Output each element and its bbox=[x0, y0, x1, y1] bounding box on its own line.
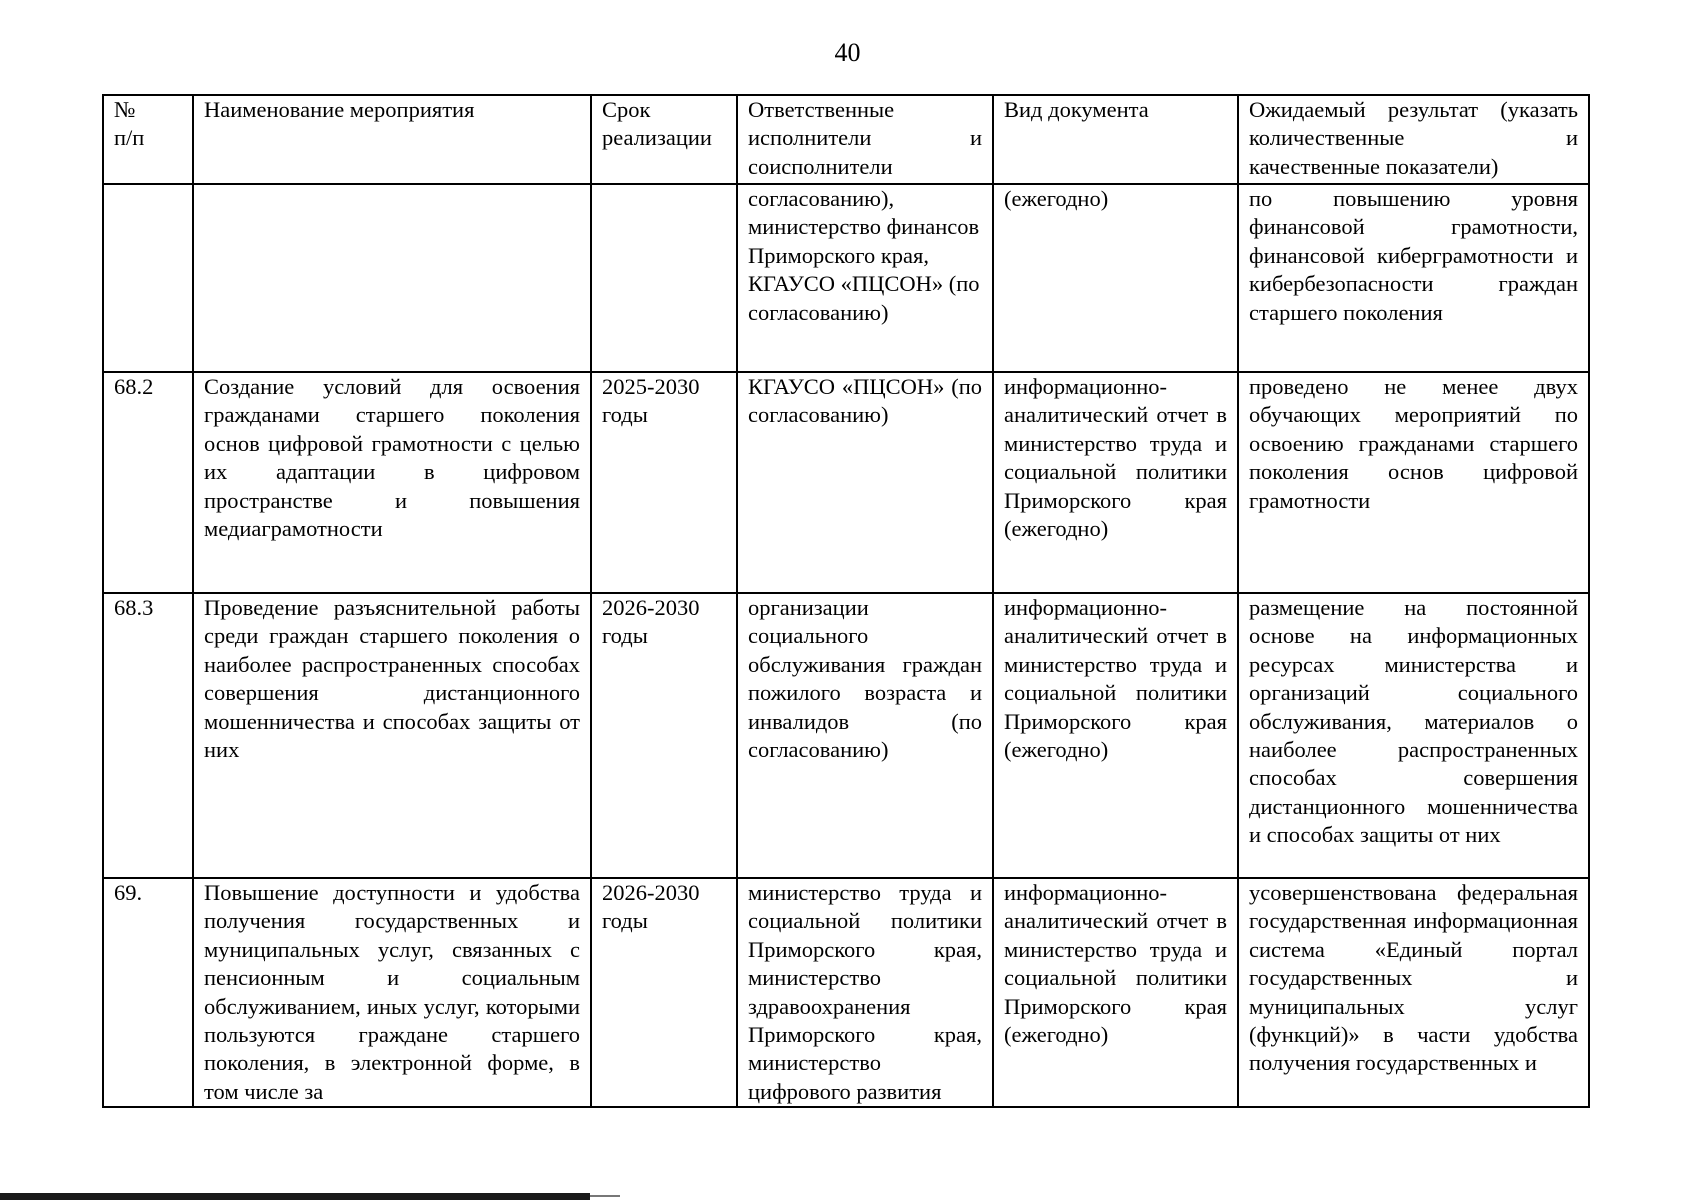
measures-table bbox=[102, 94, 1590, 1108]
row-num-cell: 69. bbox=[103, 878, 193, 1107]
row-term-line1: 2026-2030 bbox=[602, 880, 700, 905]
header-result-line1: Ожидаемый результат (указать bbox=[1249, 97, 1578, 122]
row-responsible-cell: КГАУСО «ПЦСОН» (по согласованию) bbox=[737, 372, 993, 593]
header-term-line1: Срок bbox=[602, 97, 651, 122]
row-responsible-cell: министерство труда и социальной политики Приморского края, министерство здравоохранения Приморского края, министерство цифрового развития bbox=[737, 878, 993, 1107]
row-responsible-cell: организации социального обслуживания граждан пожилого возраста и инвалидов (по согласованию) bbox=[737, 593, 993, 878]
row-num-cell: 68.3 bbox=[103, 593, 193, 878]
row-document-cell: информационно-аналитический отчет в министерство труда и социальной политики Приморского края (ежегодно) bbox=[993, 372, 1238, 593]
row-name-cell: Проведение разъяснительной работы среди граждан старшего поколения о наиболее распространенных способах совершения дистанционного мошенничества и способах защиты от них bbox=[193, 593, 591, 878]
row-name-cell bbox=[193, 184, 591, 372]
row-num-cell: 68.2 bbox=[103, 372, 193, 593]
row-term-cell bbox=[591, 184, 737, 372]
row-term-line1: 2026-2030 bbox=[602, 595, 700, 620]
row-document-cell: информационно-аналитический отчет в министерство труда и социальной политики Приморского края (ежегодно) bbox=[993, 878, 1238, 1107]
row-term-cell bbox=[591, 372, 737, 593]
header-name-text: Наименование мероприятия bbox=[204, 97, 475, 122]
table-row bbox=[103, 878, 1589, 1107]
row-responsible-cell: согласованию), министерство финансов Приморского края, КГАУСО «ПЦСОН» (по согласованию) bbox=[737, 184, 993, 372]
header-document-text: Вид документа bbox=[1004, 97, 1149, 122]
header-result bbox=[1238, 95, 1589, 184]
row-term-cell bbox=[591, 593, 737, 878]
row-document-cell: (ежегодно) bbox=[993, 184, 1238, 372]
row-term-line1: 2025-2030 bbox=[602, 374, 700, 399]
header-term bbox=[591, 95, 737, 184]
row-document-cell: информационно-аналитический отчет в министерство труда и социальной политики Приморского края (ежегодно) bbox=[993, 593, 1238, 878]
row-result-cell: по повышению уровня финансовой грамотности, финансовой киберграмотности и кибербезопасности граждан старшего поколения bbox=[1238, 184, 1589, 372]
table-header-row bbox=[103, 95, 1589, 184]
header-responsible-line1: Ответственные bbox=[748, 97, 895, 122]
row-name-cell: Повышение доступности и удобства получения государственных и муниципальных услуг, связанных с пенсионным и социальным обслуживанием, иных услуг, которыми пользуются граждане старшего поколения, в электронной форме, в том числе за bbox=[193, 878, 591, 1107]
row-term-line2: годы bbox=[602, 402, 648, 428]
table-row bbox=[103, 593, 1589, 878]
row-result-cell: проведено не менее двух обучающих мероприятий по освоению гражданами старшего поколения основ цифровой грамотности bbox=[1238, 372, 1589, 593]
page-number: 40 bbox=[834, 38, 861, 67]
header-num-line1: № bbox=[114, 97, 136, 122]
header-num-line2: п/п bbox=[114, 125, 145, 151]
row-name-cell: Создание условий для освоения гражданами старшего поколения основ цифровой грамотности с целью их адаптации в цифровом пространстве и повышения медиаграмотности bbox=[193, 372, 591, 593]
row-result-cell: усовершенствована федеральная государственная информационная система «Единый портал государственных и муниципальных услуг (функций)» в части удобства получения государственных и bbox=[1238, 878, 1589, 1107]
row-result-cell: размещение на постоянной основе на информационных ресурсах министерства и организаций социального обслуживания, материалов о наиболее распространенных способах совершения дистанционного мошенничества и способах защиты от них bbox=[1238, 593, 1589, 878]
scan-edge-bar bbox=[0, 1193, 590, 1200]
row-term-cell bbox=[591, 878, 737, 1107]
header-responsible bbox=[737, 95, 993, 184]
header-document bbox=[993, 95, 1238, 184]
row-num-cell bbox=[103, 184, 193, 372]
header-name bbox=[193, 95, 591, 184]
header-term-line2: реализации bbox=[602, 125, 712, 151]
header-num bbox=[103, 95, 193, 184]
header-responsible-line2: исполнители и bbox=[748, 125, 982, 151]
table-row bbox=[103, 184, 1589, 372]
row-term-line2: годы bbox=[602, 908, 648, 934]
header-responsible-line3: соисполнители bbox=[748, 153, 893, 179]
scan-edge-bar-tail bbox=[590, 1195, 620, 1197]
header-result-line3: качественные показатели) bbox=[1249, 153, 1499, 179]
table-row bbox=[103, 372, 1589, 593]
row-term-line2: годы bbox=[602, 623, 648, 649]
header-result-line2: количественные и bbox=[1249, 125, 1578, 151]
